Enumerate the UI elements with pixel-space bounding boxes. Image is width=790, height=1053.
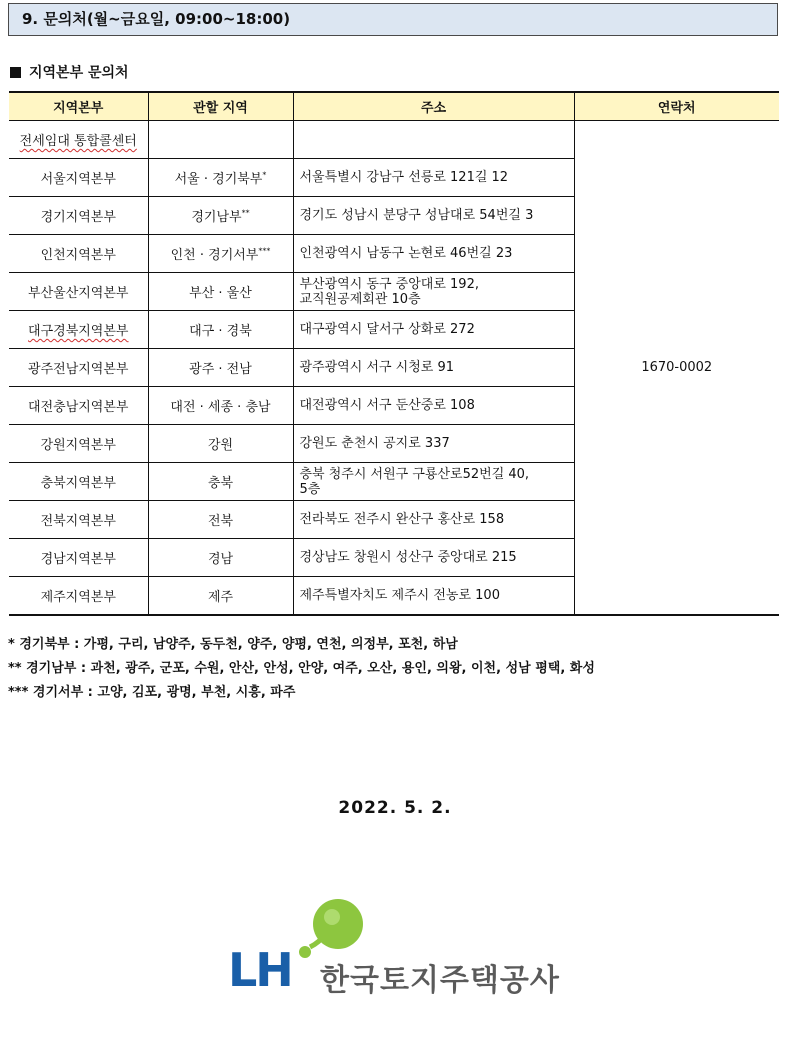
office-name-cell-text: 경남지역본부 — [40, 552, 116, 567]
phone-cell — [574, 121, 779, 616]
jurisdiction-cell — [148, 121, 293, 159]
address-cell — [293, 349, 574, 387]
jurisdiction-cell — [148, 463, 293, 501]
office-name-cell — [9, 121, 148, 159]
address-cell — [293, 577, 574, 616]
address-text: 경상남도 창원시 성산구 중앙대로 215 — [299, 549, 517, 565]
office-name-cell-text: 전세임대 통합콜센터 — [19, 134, 137, 149]
header-contact: 연락처 — [574, 92, 779, 121]
address-text: 경기도 성남시 분당구 성남대로 54번길 3 — [299, 207, 534, 223]
organization-name: 한국토지주택공사 — [320, 963, 560, 998]
address-cell — [293, 159, 574, 197]
header-address: 주소 — [293, 92, 574, 121]
header-jurisdiction: 관할 지역 — [148, 92, 293, 121]
jurisdiction-cell-text: 부산 · 울산 — [189, 286, 252, 301]
office-name-cell-text: 제주지역본부 — [40, 590, 116, 605]
subheading-text: 지역본부 문의처 — [29, 65, 129, 81]
office-name-cell — [9, 387, 148, 425]
jurisdiction-cell-text: 인천 · 경기서부 — [170, 248, 259, 263]
office-name-cell — [9, 273, 148, 311]
office-name-cell — [9, 235, 148, 273]
office-name-cell-text: 서울지역본부 — [40, 172, 116, 187]
address-cell — [293, 387, 574, 425]
jurisdiction-cell-text: 전북 — [207, 514, 234, 529]
address-cell — [293, 273, 574, 311]
lh-logo — [228, 897, 558, 997]
office-name-cell-text: 대구경북지역본부 — [28, 324, 129, 339]
office-name-cell-text: 강원지역본부 — [40, 438, 116, 453]
jurisdiction-cell — [148, 501, 293, 539]
jurisdiction-cell-text: 대전 · 세종 · 충남 — [170, 400, 271, 415]
jurisdiction-cell-text: 광주 · 전남 — [189, 362, 252, 377]
section-title: 9. 문의처(월~금요일, 09:00~18:00) — [8, 3, 778, 36]
office-name-cell-text: 전북지역본부 — [40, 514, 116, 529]
table-header-row — [9, 92, 779, 121]
office-name-cell — [9, 501, 148, 539]
footnote-marker: *** — [258, 246, 271, 256]
address-text: 서울특별시 강남구 선릉로 121길 12 — [299, 169, 509, 185]
jurisdiction-cell — [148, 197, 293, 235]
office-name-cell-text: 부산울산지역본부 — [28, 286, 129, 301]
address-text: 대구광역시 달서구 상화로 272 — [299, 321, 475, 337]
footnote-marker: ** — [241, 208, 250, 218]
jurisdiction-cell-text: 대구 · 경북 — [189, 324, 252, 339]
address-text: 충북 청주시 서원구 구룡산로52번길 40, 5층 — [299, 466, 530, 497]
document-date: 2022. 5. 2. — [338, 798, 452, 818]
jurisdiction-cell — [148, 425, 293, 463]
office-name-cell — [9, 349, 148, 387]
jurisdiction-cell-text: 경기남부 — [191, 210, 242, 225]
jurisdiction-cell — [148, 349, 293, 387]
address-text: 제주특별자치도 제주시 전농로 100 — [299, 587, 500, 603]
jurisdiction-cell — [148, 539, 293, 577]
address-cell — [293, 463, 574, 501]
office-name-cell — [9, 539, 148, 577]
office-name-cell — [9, 311, 148, 349]
header-regional-office: 지역본부 — [9, 92, 148, 121]
address-text: 인천광역시 남동구 논현로 46번길 23 — [299, 245, 513, 261]
address-text: 강원도 춘천시 공지로 337 — [299, 435, 450, 451]
jurisdiction-cell-text: 제주 — [207, 590, 234, 605]
office-name-cell — [9, 577, 148, 616]
jurisdiction-cell — [148, 577, 293, 616]
square-bullet-icon — [10, 67, 21, 78]
office-name-cell-text: 경기지역본부 — [40, 210, 116, 225]
office-name-cell — [9, 197, 148, 235]
jurisdiction-cell — [148, 235, 293, 273]
jurisdiction-cell — [148, 387, 293, 425]
jurisdiction-cell — [148, 311, 293, 349]
jurisdiction-cell — [148, 159, 293, 197]
address-text: 부산광역시 동구 중앙대로 192, 교직원공제회관 10층 — [299, 276, 479, 307]
footnote: ** 경기남부 : 과천, 광주, 군포, 수원, 안산, 안성, 안양, 여주, 오산, 용인, 의왕, 이천, 성남 평택, 화성 — [8, 661, 595, 676]
subheading — [10, 62, 129, 82]
office-name-cell-text: 광주전남지역본부 — [28, 362, 129, 377]
address-cell — [293, 311, 574, 349]
office-name-cell-text: 대전충남지역본부 — [28, 400, 129, 415]
office-name-cell — [9, 159, 148, 197]
address-cell — [293, 121, 574, 159]
jurisdiction-cell-text: 강원 — [207, 438, 234, 453]
footnote: * 경기북부 : 가평, 구리, 남양주, 동두천, 양주, 양평, 연천, 의정부, 포천, 하남 — [8, 637, 458, 652]
phone-cell-text: 1670-0002 — [641, 360, 713, 375]
address-cell — [293, 539, 574, 577]
jurisdiction-cell-text: 충북 — [207, 476, 234, 491]
address-text: 대전광역시 서구 둔산중로 108 — [299, 397, 475, 413]
address-cell — [293, 235, 574, 273]
address-text: 광주광역시 서구 시청로 91 — [299, 359, 455, 375]
contacts-table — [9, 91, 779, 616]
address-cell — [293, 197, 574, 235]
footnote: *** 경기서부 : 고양, 김포, 광명, 부천, 시흥, 파주 — [8, 685, 296, 700]
table-row — [9, 121, 779, 159]
footnote-marker: * — [262, 170, 267, 180]
jurisdiction-cell — [148, 273, 293, 311]
office-name-cell-text: 인천지역본부 — [40, 248, 116, 263]
office-name-cell — [9, 463, 148, 501]
address-cell — [293, 425, 574, 463]
office-name-cell-text: 충북지역본부 — [40, 476, 116, 491]
jurisdiction-cell-text: 경남 — [207, 552, 234, 567]
address-cell — [293, 501, 574, 539]
address-text: 전라북도 전주시 완산구 홍산로 158 — [299, 511, 505, 527]
footnotes — [8, 633, 595, 705]
logo-lh-text: LH — [228, 943, 292, 997]
jurisdiction-cell-text: 서울 · 경기북부 — [174, 172, 263, 187]
office-name-cell — [9, 425, 148, 463]
